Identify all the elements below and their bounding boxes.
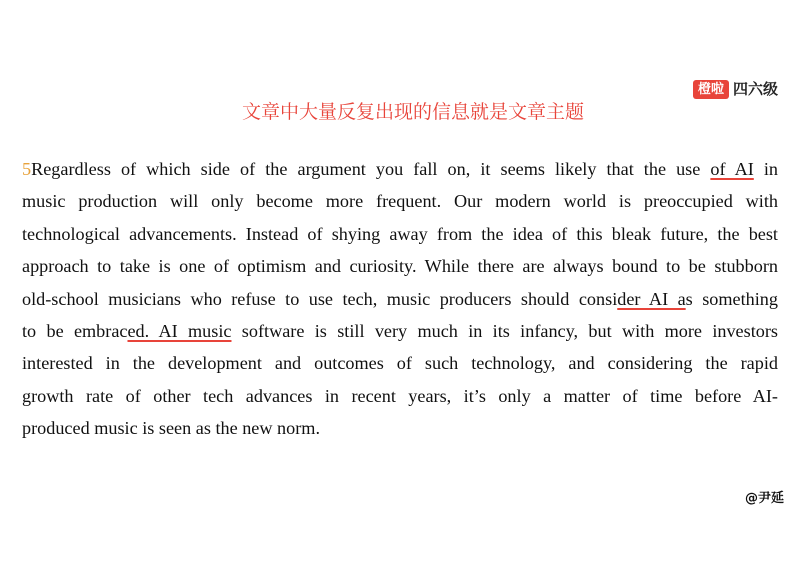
brand-badge xyxy=(693,80,778,99)
brand-level-label: 四六级 xyxy=(732,80,778,98)
passage-line-9: produced music is seen as the new norm. xyxy=(22,418,320,439)
passage-line-8: growth rate of other tech advances in recent years, it’s only a matter of time before AI- xyxy=(22,385,778,406)
passage-text: old-school musicians who refuse to use tech, music producers should consi xyxy=(22,288,618,309)
passage-line-4: approach to take is one of optimism and curiosity. While there are always bound to be stubborn xyxy=(22,256,778,277)
passage-line-5 xyxy=(22,283,778,315)
highlighted-phrase: ed. AI music xyxy=(127,321,232,342)
passage-text: in xyxy=(753,159,779,179)
highlighted-phrase: of AI xyxy=(710,159,754,179)
passage-line-2: music production will only become more frequent. Our modern world is preoccupied with xyxy=(22,191,778,212)
author-credit: @尹延 xyxy=(744,491,784,506)
annotation-heading: 文章中大量反复出现的信息就是文章主题 xyxy=(241,101,584,123)
brand-logo: 橙啦 xyxy=(693,80,729,99)
passage-line-6 xyxy=(22,315,778,347)
passage-text: software is still very much in its infancy, but with more investors xyxy=(231,321,778,342)
passage-text: to be embrac xyxy=(22,321,128,342)
paragraph-number: 5 xyxy=(22,159,32,179)
passage-text: s something xyxy=(685,288,778,309)
passage-line-1 xyxy=(22,153,778,185)
passage-line-3: technological advancements. Instead of shying away from the idea of this bleak future, the best xyxy=(22,223,778,244)
highlighted-phrase: der AI a xyxy=(617,288,686,309)
passage-line-7: interested in the development and outcomes of such technology, and considering the rapid xyxy=(22,353,778,374)
passage-text: Regardless of which side of the argument you fall on, it seems likely that the use xyxy=(31,159,711,179)
reading-passage xyxy=(22,153,778,445)
